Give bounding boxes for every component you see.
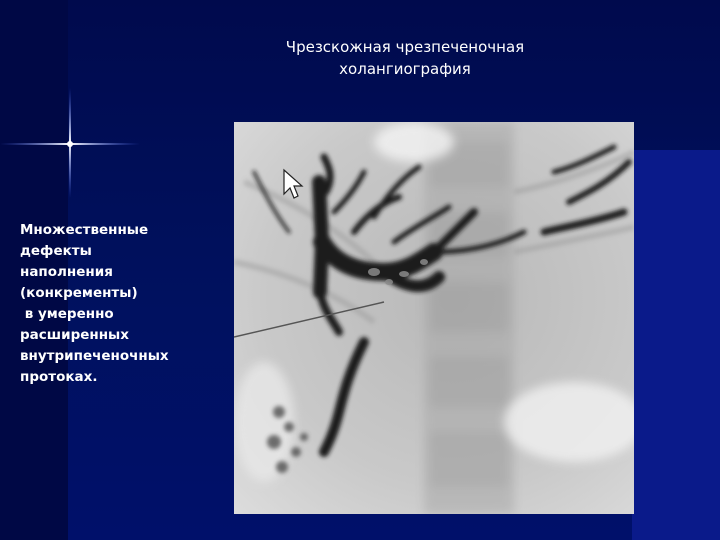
caption-line: дефекты [20,243,92,259]
caption-line: (конкременты) [20,285,138,301]
caption-text [20,220,220,388]
accent-panel [632,150,720,540]
cholangiogram-image [234,122,634,514]
caption-line: в умеренно [20,306,114,322]
caption-line: наполнения [20,264,113,280]
title-line-1: Чрезскожная чрезпеченочная [285,38,525,56]
caption-line: расширенных [20,327,129,343]
sparkle-decoration [0,88,140,198]
caption-line: Множественные [20,222,149,238]
title-line-2: холангиография [339,60,471,78]
caption-line: внутрипеченочных [20,348,169,364]
slide-title [240,36,570,80]
caption-line: протоках. [20,369,98,385]
